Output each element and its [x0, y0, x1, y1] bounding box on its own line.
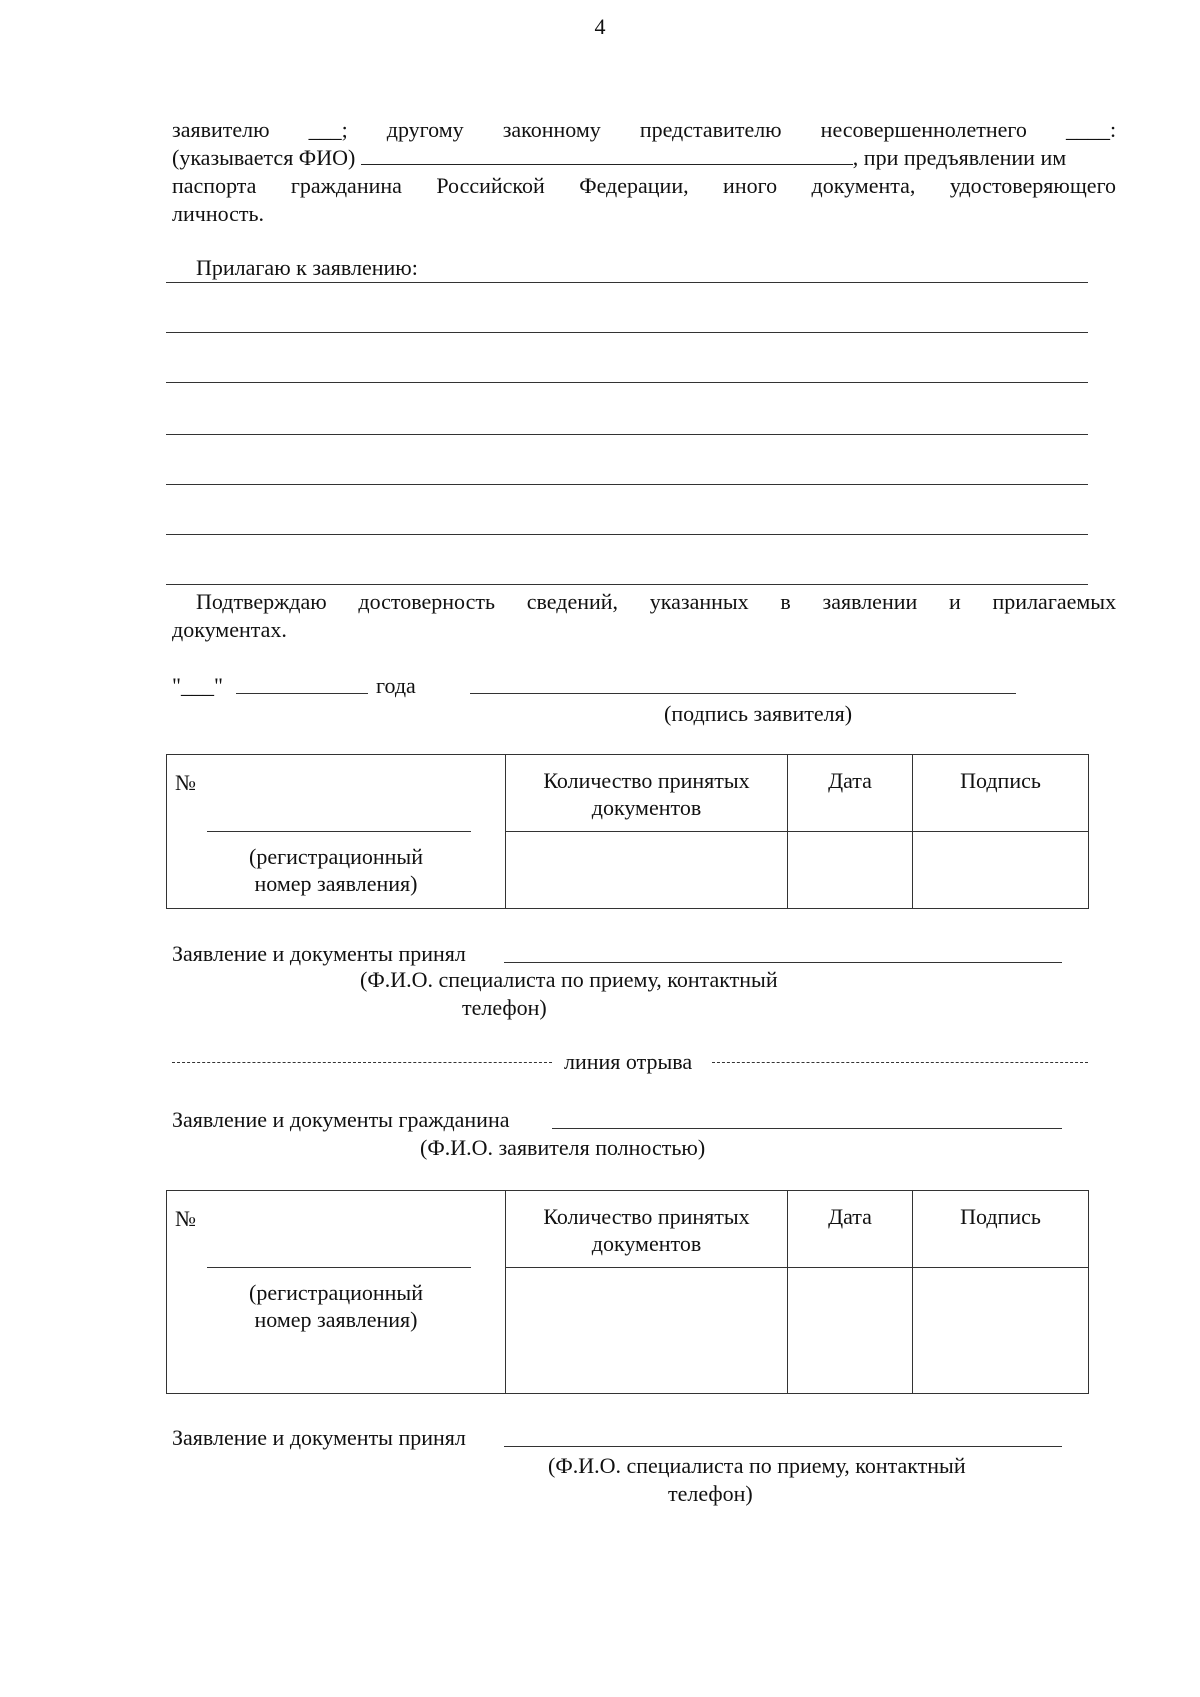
cell-count-input[interactable] [506, 1268, 788, 1394]
attachment-line [166, 484, 1088, 485]
accepted-by-label: Заявление и документы принял [172, 941, 466, 966]
paragraph-line-3 [172, 172, 1116, 200]
registration-number-cell [167, 1191, 506, 1394]
text-applicant: заявителю [172, 117, 270, 142]
text-word: законному [502, 117, 601, 142]
caption-text: номер заявления) [254, 1307, 418, 1332]
confirmation-word: Подтверждаю [196, 589, 327, 614]
attachment-line [166, 584, 1088, 585]
citizen-name-line [552, 1128, 1062, 1129]
cell-date-input[interactable] [788, 1268, 913, 1394]
number-sign: № [175, 770, 196, 795]
attachment-line [166, 534, 1088, 535]
accepted-by-line [504, 962, 1062, 963]
accepted-by-line [504, 1446, 1062, 1447]
attachment-line [166, 434, 1088, 435]
confirmation-words [196, 588, 1116, 616]
fio-blank-line [361, 144, 853, 165]
confirmation-line-1 [196, 588, 1116, 616]
text-word: иного [723, 173, 778, 198]
accepted-by-caption-2: телефон) [668, 1481, 753, 1506]
accepted-by-caption-1: (Ф.И.О. специалиста по приему, контактный [548, 1453, 966, 1478]
attachment-line [166, 282, 1088, 283]
text-word: документа, [811, 173, 916, 198]
text-word: Российской [436, 173, 545, 198]
registration-number-line [207, 1267, 471, 1268]
attachment-line [166, 332, 1088, 333]
representative-paragraph [172, 116, 1116, 228]
signature-caption: (подпись заявителя) [664, 701, 853, 726]
date-month-blank-line [236, 693, 368, 694]
attachments-label: Прилагаю к заявлению: [196, 255, 418, 280]
cell-signature-input[interactable] [913, 1268, 1089, 1394]
cell-signature-input[interactable] [913, 832, 1089, 909]
text-word: , при предъявлении им [852, 145, 1067, 170]
header-date: Дата [788, 755, 913, 832]
citizen-caption: (Ф.И.О. заявителя полностью) [420, 1135, 706, 1160]
paragraph-line-2 [172, 144, 1116, 172]
attachment-line [166, 382, 1088, 383]
text-word: другому [386, 117, 464, 142]
text-word: удостоверяющего [949, 173, 1117, 198]
accepted-by-label: Заявление и документы принял [172, 1425, 466, 1450]
header-count [506, 755, 788, 832]
registration-number-cell [167, 755, 506, 909]
text-word: представителю [639, 117, 782, 142]
accepted-by-caption-1: (Ф.И.О. специалиста по приему, контактный [360, 967, 778, 992]
header-date: Дата [788, 1191, 913, 1268]
header-text: Количество принятых [543, 1204, 750, 1229]
citizen-label: Заявление и документы гражданина [172, 1107, 510, 1132]
registration-table-2 [166, 1190, 1089, 1394]
number-sign: № [175, 1206, 196, 1231]
text-word: несовершеннолетнего [820, 117, 1027, 142]
header-text: документов [591, 1231, 702, 1256]
registration-number-caption [167, 843, 505, 897]
registration-table-1 [166, 754, 1089, 909]
caption-text: номер заявления) [254, 871, 418, 896]
date-year-word: года [376, 673, 416, 698]
cell-date-input[interactable] [788, 832, 913, 909]
header-signature: Подпись [913, 755, 1089, 832]
paragraph-line-1 [172, 116, 1116, 144]
text-word: паспорта [172, 173, 257, 198]
header-text: документов [591, 795, 702, 820]
confirmation-word: и [949, 589, 961, 614]
text-word: гражданина [290, 173, 402, 198]
paragraph-line-4: личность. [172, 201, 265, 226]
caption-text: (регистрационный [249, 1280, 423, 1305]
text-word: Федерации, [579, 173, 689, 198]
tear-dash-left [172, 1062, 552, 1063]
page-number: 4 [594, 14, 606, 39]
tear-dash-right [712, 1062, 1088, 1063]
text-fio-label: (указывается ФИО) [172, 145, 356, 170]
registration-number-caption [167, 1279, 505, 1333]
confirmation-word: в [780, 589, 791, 614]
accepted-by-caption-2: телефон) [462, 995, 547, 1020]
tear-off-line [172, 1050, 1088, 1074]
confirmation-word: сведений, [526, 589, 619, 614]
confirmation-word: указанных [649, 589, 749, 614]
date-day: "___" [172, 673, 223, 698]
blank-minor-representative: ____: [1065, 117, 1117, 142]
header-signature: Подпись [913, 1191, 1089, 1268]
confirmation-word: прилагаемых [992, 589, 1117, 614]
caption-text: (регистрационный [249, 844, 423, 869]
header-text: Количество принятых [543, 768, 750, 793]
registration-number-line [207, 831, 471, 832]
confirmation-line-2: документах. [172, 617, 287, 642]
tear-line-label: линия отрыва [564, 1049, 693, 1074]
applicant-signature-line [470, 693, 1016, 694]
blank-applicant: ___; [308, 117, 348, 142]
header-count [506, 1191, 788, 1268]
confirmation-word: достоверность [358, 589, 496, 614]
confirmation-word: заявлении [822, 589, 918, 614]
cell-count-input[interactable] [506, 832, 788, 909]
